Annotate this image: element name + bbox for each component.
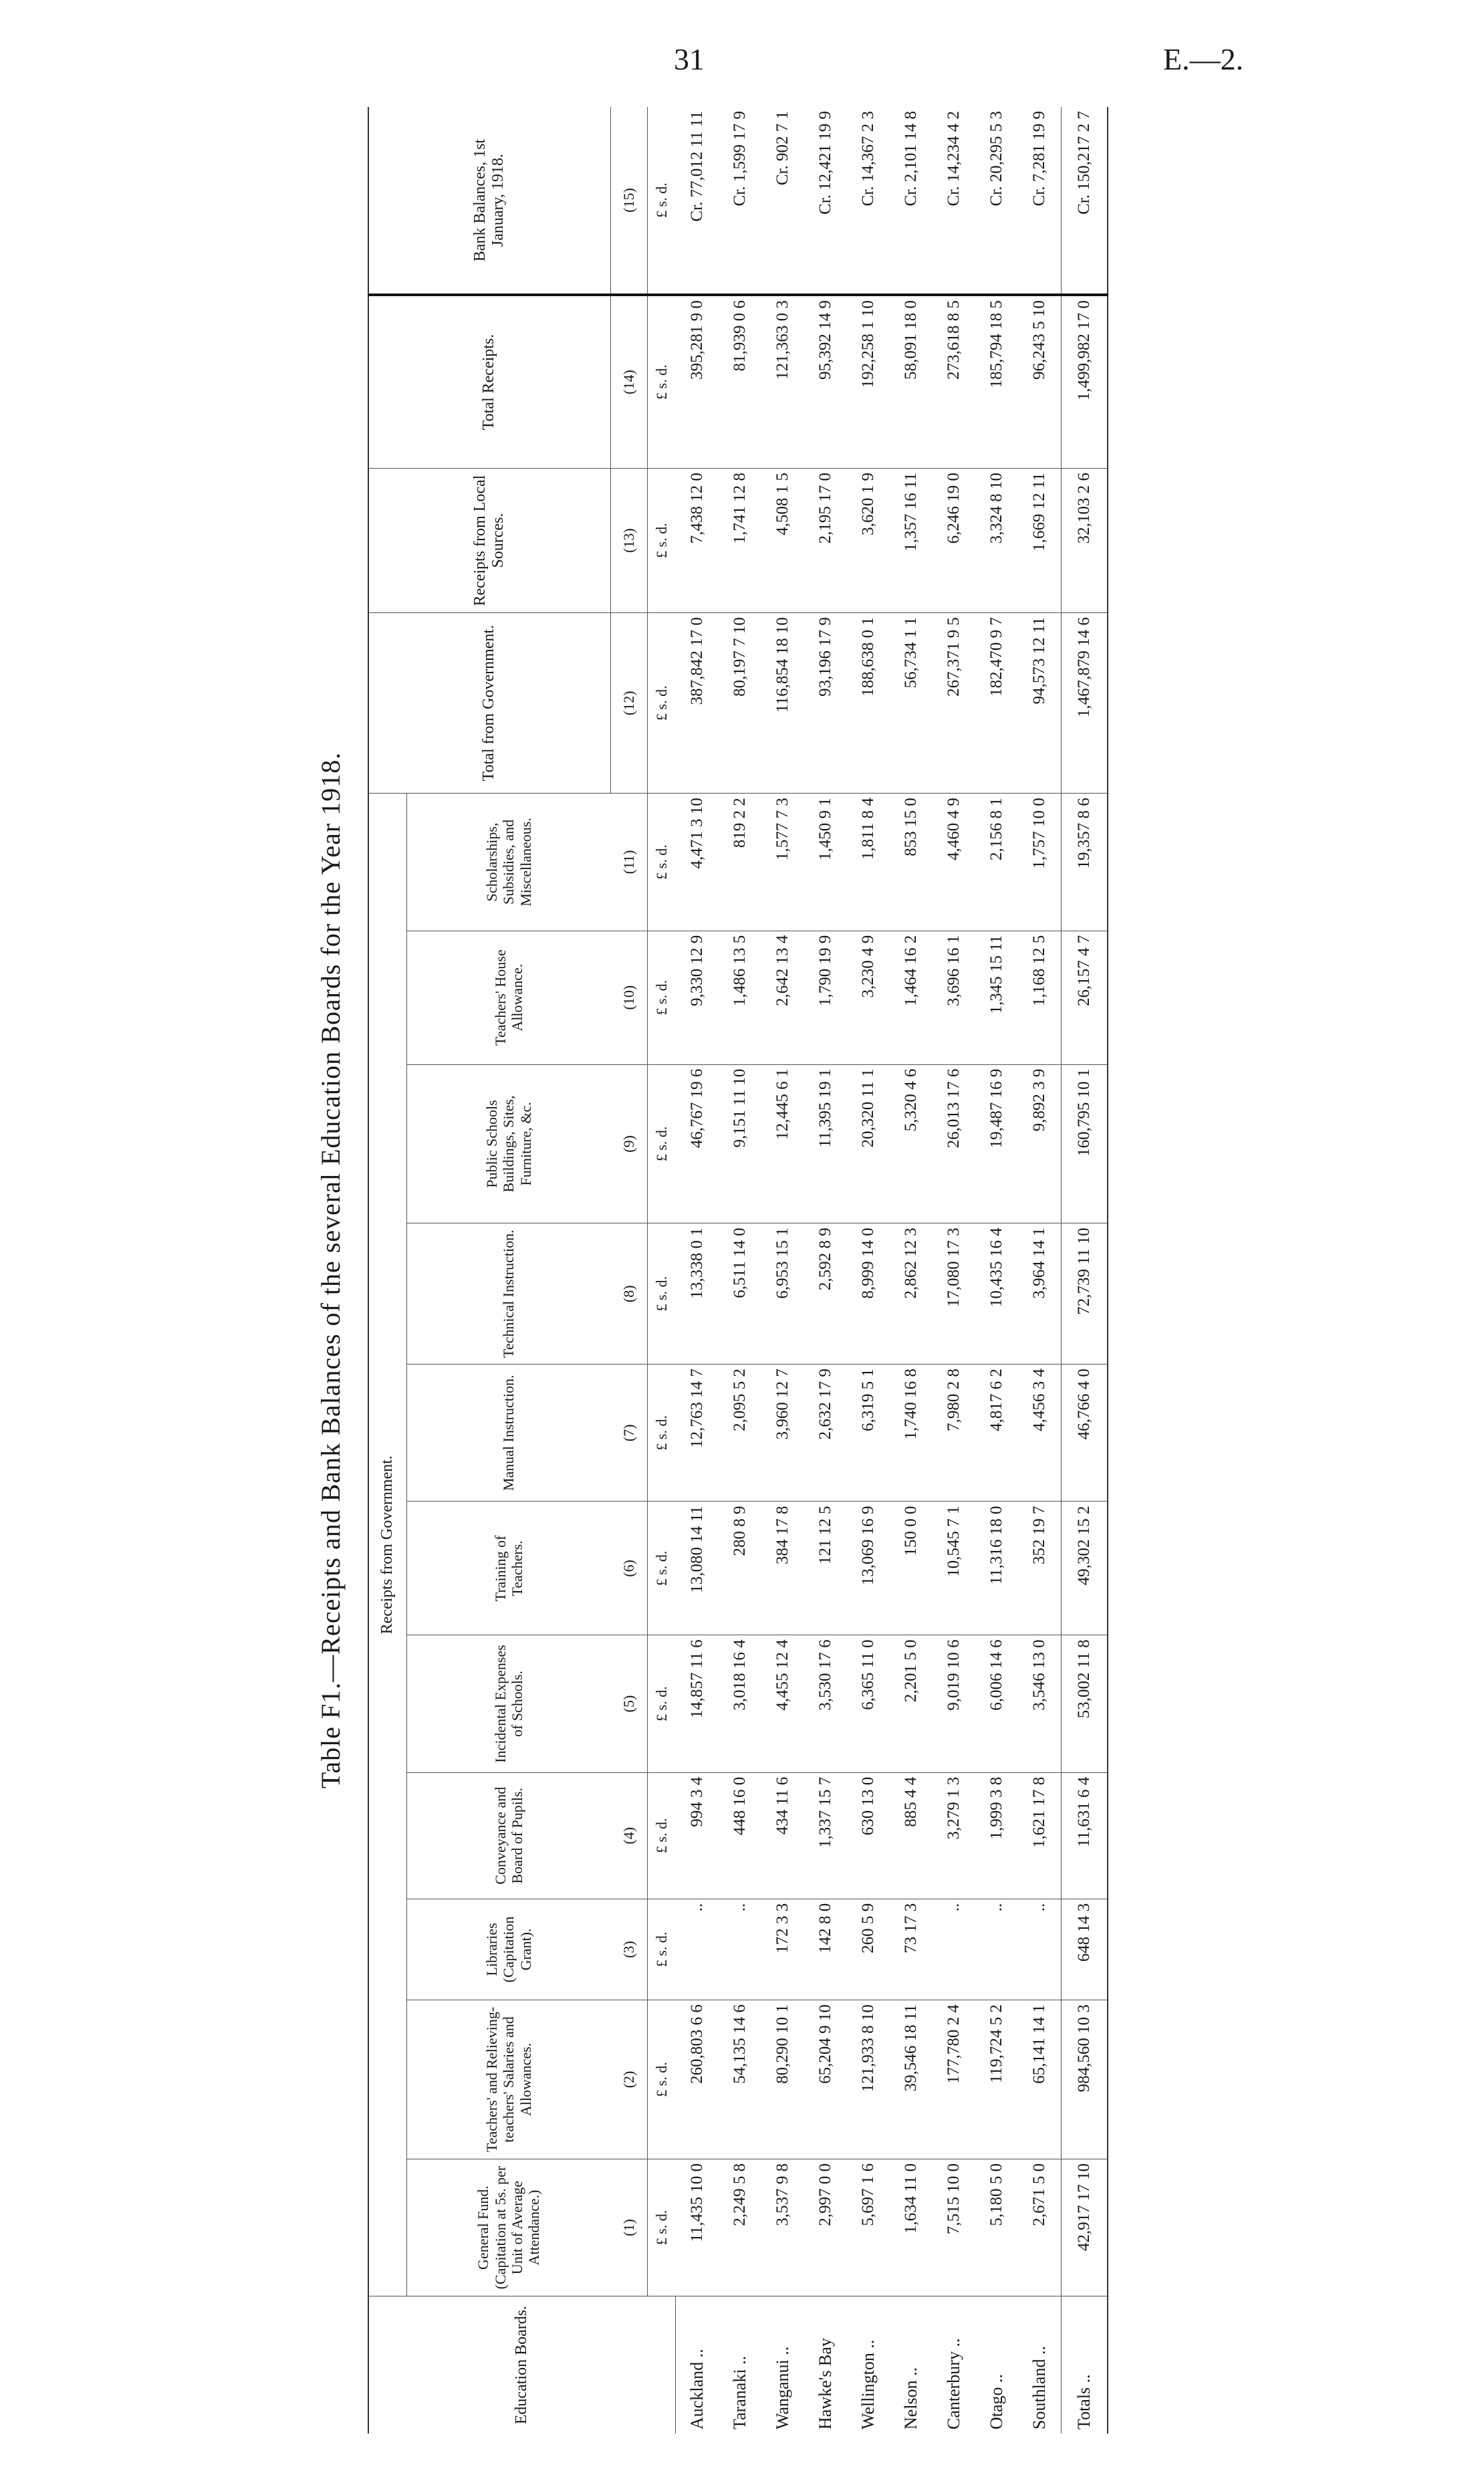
cell-col-12: 188,638 0 1: [847, 613, 890, 794]
document-reference: E.—2.: [1163, 42, 1244, 76]
cell-col-5: 3,530 17 6: [804, 1635, 847, 1772]
cell-col-3: ..: [719, 1899, 761, 2000]
cell-col-5: 14,857 11 6: [676, 1635, 719, 1772]
rotated-table-block: [294, 107, 1094, 2434]
col-unit-15: £ s. d.: [647, 107, 676, 295]
col-number-14: (14): [610, 295, 647, 468]
cell-col-8: 6,511 14 0: [719, 1223, 761, 1365]
col-unit-13: £ s. d.: [647, 468, 676, 612]
cell-col-6: 150 0 0: [890, 1502, 933, 1635]
cell-col-11: 4,471 3 10: [676, 794, 719, 931]
col-number-12: (12): [610, 613, 647, 794]
cell-col-7: 4,817 6 2: [975, 1365, 1018, 1502]
cell-col-6: 121 12 5: [804, 1502, 847, 1635]
cell-col-4: 994 3 4: [676, 1772, 719, 1899]
cell-col-14: 96,243 5 10: [1018, 295, 1062, 468]
col-unit-8: £ s. d.: [647, 1223, 676, 1365]
cell-col-7: 6,319 5 1: [847, 1365, 890, 1502]
table-header: [368, 107, 676, 2434]
board-name: Wellington ..: [858, 2339, 878, 2430]
cell-col-12: 94,573 12 11: [1018, 613, 1062, 794]
cell-col-4: 1,621 17 8: [1018, 1772, 1062, 1899]
cell-col-13: 1,669 12 11: [1018, 468, 1062, 612]
cell-col-8: 13,338 0 1: [676, 1223, 719, 1365]
cell-col-9: 9,892 3 9: [1018, 1064, 1062, 1223]
cell-col-7: 2,095 5 2: [719, 1365, 761, 1502]
col-number-15: (15): [610, 107, 647, 295]
cell-col-12: 116,854 18 10: [761, 613, 804, 794]
cell-col-14: 192,258 1 10: [847, 295, 890, 468]
cell-col-13: 32,103 2 6: [1062, 468, 1108, 612]
cell-col-11: 819 2 2: [719, 794, 761, 931]
cell-col-7: 7,980 2 8: [933, 1365, 975, 1502]
cell-col-1: 42,917 17 10: [1062, 2159, 1108, 2296]
cell-col-8: 17,080 17 3: [933, 1223, 975, 1365]
col-unit-2: £ s. d.: [647, 2000, 676, 2159]
cell-col-4: 3,279 1 3: [933, 1772, 975, 1899]
cell-col-12: 80,197 7 10: [719, 613, 761, 794]
cell-col-6: 10,545 7 1: [933, 1502, 975, 1635]
col-number-2: (2): [610, 2000, 647, 2159]
cell-col-10: 1,486 13 5: [719, 931, 761, 1064]
table-row: [933, 107, 975, 2434]
cell-col-9: 20,320 11 1: [847, 1064, 890, 1223]
cell-col-2: 121,933 8 10: [847, 2000, 890, 2159]
cell-col-14: 273,618 8 5: [933, 295, 975, 468]
cell-col-15: Cr. 77,012 11 11: [676, 107, 719, 295]
cell-col-7: 3,960 12 7: [761, 1365, 804, 1502]
cell-col-3: 648 14 3: [1062, 1899, 1108, 2000]
cell-col-11: 1,577 7 3: [761, 794, 804, 931]
col-header-13: Receipts from Local Sources.: [368, 468, 610, 612]
cell-col-10: 1,464 16 2: [890, 931, 933, 1064]
cell-col-6: 11,316 18 0: [975, 1502, 1018, 1635]
cell-col-10: 9,330 12 9: [676, 931, 719, 1064]
cell-col-1: 11,435 10 0: [676, 2159, 719, 2296]
cell-col-10: 1,345 15 11: [975, 931, 1018, 1064]
cell-col-9: 11,395 19 1: [804, 1064, 847, 1223]
cell-col-15: Cr. 14,367 2 3: [847, 107, 890, 295]
cell-col-13: 3,620 1 9: [847, 468, 890, 612]
cell-col-7: 2,632 17 9: [804, 1365, 847, 1502]
col-unit-9: £ s. d.: [647, 1064, 676, 1223]
cell-col-6: 49,302 15 2: [1062, 1502, 1108, 1635]
cell-col-4: 1,337 15 7: [804, 1772, 847, 1899]
cell-col-2: 984,560 10 3: [1062, 2000, 1108, 2159]
cell-col-10: 3,696 16 1: [933, 931, 975, 1064]
cell-col-15: Cr. 2,101 14 8: [890, 107, 933, 295]
table-row: [1018, 107, 1062, 2434]
cell-col-2: 80,290 10 1: [761, 2000, 804, 2159]
table-title: Table F1.—Receipts and Bank Balances of the several Education Boards for the Year 1918.: [316, 751, 346, 1789]
cell-col-11: 4,460 4 9: [933, 794, 975, 931]
cell-col-11: 1,811 8 4: [847, 794, 890, 931]
cell-col-8: 3,964 14 1: [1018, 1223, 1062, 1365]
board-name: Wanganui ..: [773, 2346, 792, 2430]
col-header-1: General Fund. (Capitation at 5s. per Unit of Average Attendance.): [407, 2159, 611, 2296]
col-header-8: Technical Instruction.: [407, 1223, 611, 1365]
group-header: Receipts from Government.: [368, 794, 407, 2296]
col-header-4: Conveyance and Board of Pupils.: [407, 1772, 611, 1899]
cell-col-5: 53,002 11 8: [1062, 1635, 1108, 1772]
col-unit-5: £ s. d.: [647, 1635, 676, 1772]
col-unit-14: £ s. d.: [647, 295, 676, 468]
cell-col-5: 4,455 12 4: [761, 1635, 804, 1772]
board-name: Taranaki ..: [730, 2355, 749, 2430]
cell-col-12: 267,371 9 5: [933, 613, 975, 794]
col-number-10: (10): [610, 931, 647, 1064]
col-unit-6: £ s. d.: [647, 1502, 676, 1635]
cell-col-4: 11,631 6 4: [1062, 1772, 1108, 1899]
col-number-13: (13): [610, 468, 647, 612]
cell-col-5: 3,018 16 4: [719, 1635, 761, 1772]
cell-col-15: Cr. 1,599 17 9: [719, 107, 761, 295]
col-unit-11: £ s. d.: [647, 794, 676, 931]
cell-col-8: 8,999 14 0: [847, 1223, 890, 1365]
cell-col-9: 46,767 19 6: [676, 1064, 719, 1223]
cell-col-3: 73 17 3: [890, 1899, 933, 2000]
cell-col-15: Cr. 20,295 5 3: [975, 107, 1018, 295]
cell-col-4: 1,999 3 8: [975, 1772, 1018, 1899]
col-header-6: Training of Teachers.: [407, 1502, 611, 1635]
cell-col-5: 6,006 14 6: [975, 1635, 1018, 1772]
cell-col-2: 65,141 14 1: [1018, 2000, 1062, 2159]
cell-col-12: 93,196 17 9: [804, 613, 847, 794]
table-row: [890, 107, 933, 2434]
cell-col-12: 1,467,879 14 6: [1062, 613, 1108, 794]
cell-col-9: 160,795 10 1: [1062, 1064, 1108, 1223]
cell-col-14: 121,363 0 3: [761, 295, 804, 468]
col-number-6: (6): [610, 1502, 647, 1635]
cell-col-9: 5,320 4 6: [890, 1064, 933, 1223]
col-header-14: Total Receipts.: [368, 295, 610, 468]
table-row: [676, 107, 719, 2434]
col-number-1: (1): [610, 2159, 647, 2296]
cell-col-8: 6,953 15 1: [761, 1223, 804, 1365]
cell-col-5: 3,546 13 0: [1018, 1635, 1062, 1772]
receipts-table: [368, 107, 1108, 2434]
col-header-9: Public Schools Buildings, Sites, Furniture, &c.: [407, 1064, 611, 1223]
cell-col-5: 6,365 11 0: [847, 1635, 890, 1772]
cell-col-4: 448 16 0: [719, 1772, 761, 1899]
cell-col-15: Cr. 7,281 19 9: [1018, 107, 1062, 295]
col-header-10: Teachers' House Allowance.: [407, 931, 611, 1064]
cell-col-10: 3,230 4 9: [847, 931, 890, 1064]
board-name: Otago ..: [987, 2373, 1006, 2430]
cell-col-2: 39,546 18 11: [890, 2000, 933, 2159]
cell-col-14: 395,281 9 0: [676, 295, 719, 468]
board-name: Nelson ..: [901, 2367, 920, 2430]
board-name: Hawke's Bay: [816, 2338, 835, 2430]
cell-col-13: 6,246 19 0: [933, 468, 975, 612]
cell-col-6: 13,080 14 11: [676, 1502, 719, 1635]
cell-col-10: 2,642 13 4: [761, 931, 804, 1064]
cell-col-9: 26,013 17 6: [933, 1064, 975, 1223]
cell-col-6: 13,069 16 9: [847, 1502, 890, 1635]
col-number-8: (8): [610, 1223, 647, 1365]
cell-col-9: 12,445 6 1: [761, 1064, 804, 1223]
cell-col-1: 3,537 9 8: [761, 2159, 804, 2296]
col-header-2: Teachers' and Relieving-teachers' Salaries and Allowances.: [407, 2000, 611, 2159]
cell-col-7: 12,763 14 7: [676, 1365, 719, 1502]
cell-col-3: 172 3 3: [761, 1899, 804, 2000]
cell-col-15: Cr. 150,217 2 7: [1062, 107, 1108, 295]
col-unit-3: £ s. d.: [647, 1899, 676, 2000]
cell-col-15: Cr. 12,421 19 9: [804, 107, 847, 295]
cell-col-11: 853 15 0: [890, 794, 933, 931]
col-header-15: Bank Balances, 1st January, 1918.: [368, 107, 610, 295]
cell-col-8: 10,435 16 4: [975, 1223, 1018, 1365]
cell-col-9: 19,487 16 9: [975, 1064, 1018, 1223]
table-row: [975, 107, 1018, 2434]
cell-col-3: 260 5 9: [847, 1899, 890, 2000]
cell-col-13: 7,438 12 0: [676, 468, 719, 612]
col-number-5: (5): [610, 1635, 647, 1772]
col-unit-12: £ s. d.: [647, 613, 676, 794]
cell-col-1: 2,997 0 0: [804, 2159, 847, 2296]
cell-col-4: 630 13 0: [847, 1772, 890, 1899]
cell-col-3: ..: [975, 1899, 1018, 2000]
cell-col-2: 65,204 9 10: [804, 2000, 847, 2159]
cell-col-10: 1,168 12 5: [1018, 931, 1062, 1064]
cell-col-13: 2,195 17 0: [804, 468, 847, 612]
col-unit-7: £ s. d.: [647, 1365, 676, 1502]
cell-col-3: ..: [933, 1899, 975, 2000]
cell-col-13: 1,357 16 11: [890, 468, 933, 612]
table-row: [847, 107, 890, 2434]
cell-col-7: 46,766 4 0: [1062, 1365, 1108, 1502]
board-name: Canterbury ..: [944, 2338, 963, 2430]
cell-col-2: 54,135 14 6: [719, 2000, 761, 2159]
cell-col-2: 119,724 5 2: [975, 2000, 1018, 2159]
cell-col-2: 177,780 2 4: [933, 2000, 975, 2159]
table-row: [761, 107, 804, 2434]
cell-col-1: 5,697 1 6: [847, 2159, 890, 2296]
col-header-5: Incidental Expenses of Schools.: [407, 1635, 611, 1772]
col-number-7: (7): [610, 1365, 647, 1502]
cell-col-11: 2,156 8 1: [975, 794, 1018, 931]
cell-col-3: ..: [1018, 1899, 1062, 2000]
cell-col-2: 260,803 6 6: [676, 2000, 719, 2159]
cell-col-13: 1,741 12 8: [719, 468, 761, 612]
cell-col-11: 1,450 9 1: [804, 794, 847, 931]
cell-col-12: 56,734 1 1: [890, 613, 933, 794]
cell-col-3: ..: [676, 1899, 719, 2000]
cell-col-14: 58,091 18 0: [890, 295, 933, 468]
cell-col-6: 280 8 9: [719, 1502, 761, 1635]
totals-row: [1062, 107, 1108, 2434]
table-row: [719, 107, 761, 2434]
table-body: [676, 107, 1108, 2434]
cell-col-6: 352 19 7: [1018, 1502, 1062, 1635]
cell-col-14: 185,794 18 5: [975, 295, 1018, 468]
cell-col-7: 1,740 16 8: [890, 1365, 933, 1502]
cell-col-11: 19,357 8 6: [1062, 794, 1108, 931]
cell-col-5: 2,201 5 0: [890, 1635, 933, 1772]
cell-col-15: Cr. 902 7 1: [761, 107, 804, 295]
col-header-board: Education Boards.: [368, 2296, 676, 2434]
cell-col-6: 384 17 8: [761, 1502, 804, 1635]
cell-col-10: 26,157 4 7: [1062, 931, 1108, 1064]
cell-col-14: 95,392 14 9: [804, 295, 847, 468]
col-number-3: (3): [610, 1899, 647, 2000]
cell-col-1: 2,671 5 0: [1018, 2159, 1062, 2296]
cell-col-4: 885 4 4: [890, 1772, 933, 1899]
col-unit-1: £ s. d.: [647, 2159, 676, 2296]
board-name: Auckland ..: [687, 2349, 707, 2430]
col-number-9: (9): [610, 1064, 647, 1223]
cell-col-12: 182,470 9 7: [975, 613, 1018, 794]
page-number: 31: [674, 42, 705, 76]
cell-col-8: 2,862 12 3: [890, 1223, 933, 1365]
cell-col-1: 2,249 5 8: [719, 2159, 761, 2296]
col-header-11: Scholarships, Subsidies, and Miscellaneous.: [407, 794, 611, 931]
cell-col-7: 4,456 3 4: [1018, 1365, 1062, 1502]
col-header-7: Manual Instruction.: [407, 1365, 611, 1502]
cell-col-10: 1,790 19 9: [804, 931, 847, 1064]
cell-col-13: 3,324 8 10: [975, 468, 1018, 612]
cell-col-8: 2,592 8 9: [804, 1223, 847, 1365]
cell-col-15: Cr. 14,234 4 2: [933, 107, 975, 295]
cell-col-14: 1,499,982 17 0: [1062, 295, 1108, 468]
board-name: Southland ..: [1029, 2346, 1049, 2430]
cell-col-5: 9,019 10 6: [933, 1635, 975, 1772]
cell-col-11: 1,757 10 0: [1018, 794, 1062, 931]
cell-col-14: 81,939 0 6: [719, 295, 761, 468]
cell-col-8: 72,739 11 10: [1062, 1223, 1108, 1365]
table-row: [804, 107, 847, 2434]
cell-col-1: 5,180 5 0: [975, 2159, 1018, 2296]
col-number-11: (11): [610, 794, 647, 931]
col-header-3: Libraries (Capitation Grant).: [407, 1899, 611, 2000]
cell-col-4: 434 11 6: [761, 1772, 804, 1899]
cell-col-9: 9,151 11 10: [719, 1064, 761, 1223]
col-unit-4: £ s. d.: [647, 1772, 676, 1899]
cell-col-3: 142 8 0: [804, 1899, 847, 2000]
cell-col-1: 7,515 10 0: [933, 2159, 975, 2296]
cell-col-13: 4,508 1 5: [761, 468, 804, 612]
cell-col-1: 1,634 11 0: [890, 2159, 933, 2296]
col-unit-10: £ s. d.: [647, 931, 676, 1064]
board-name: Totals ..: [1062, 2296, 1108, 2434]
cell-col-12: 387,842 17 0: [676, 613, 719, 794]
col-header-12: Total from Government.: [368, 613, 610, 794]
col-number-4: (4): [610, 1772, 647, 1899]
